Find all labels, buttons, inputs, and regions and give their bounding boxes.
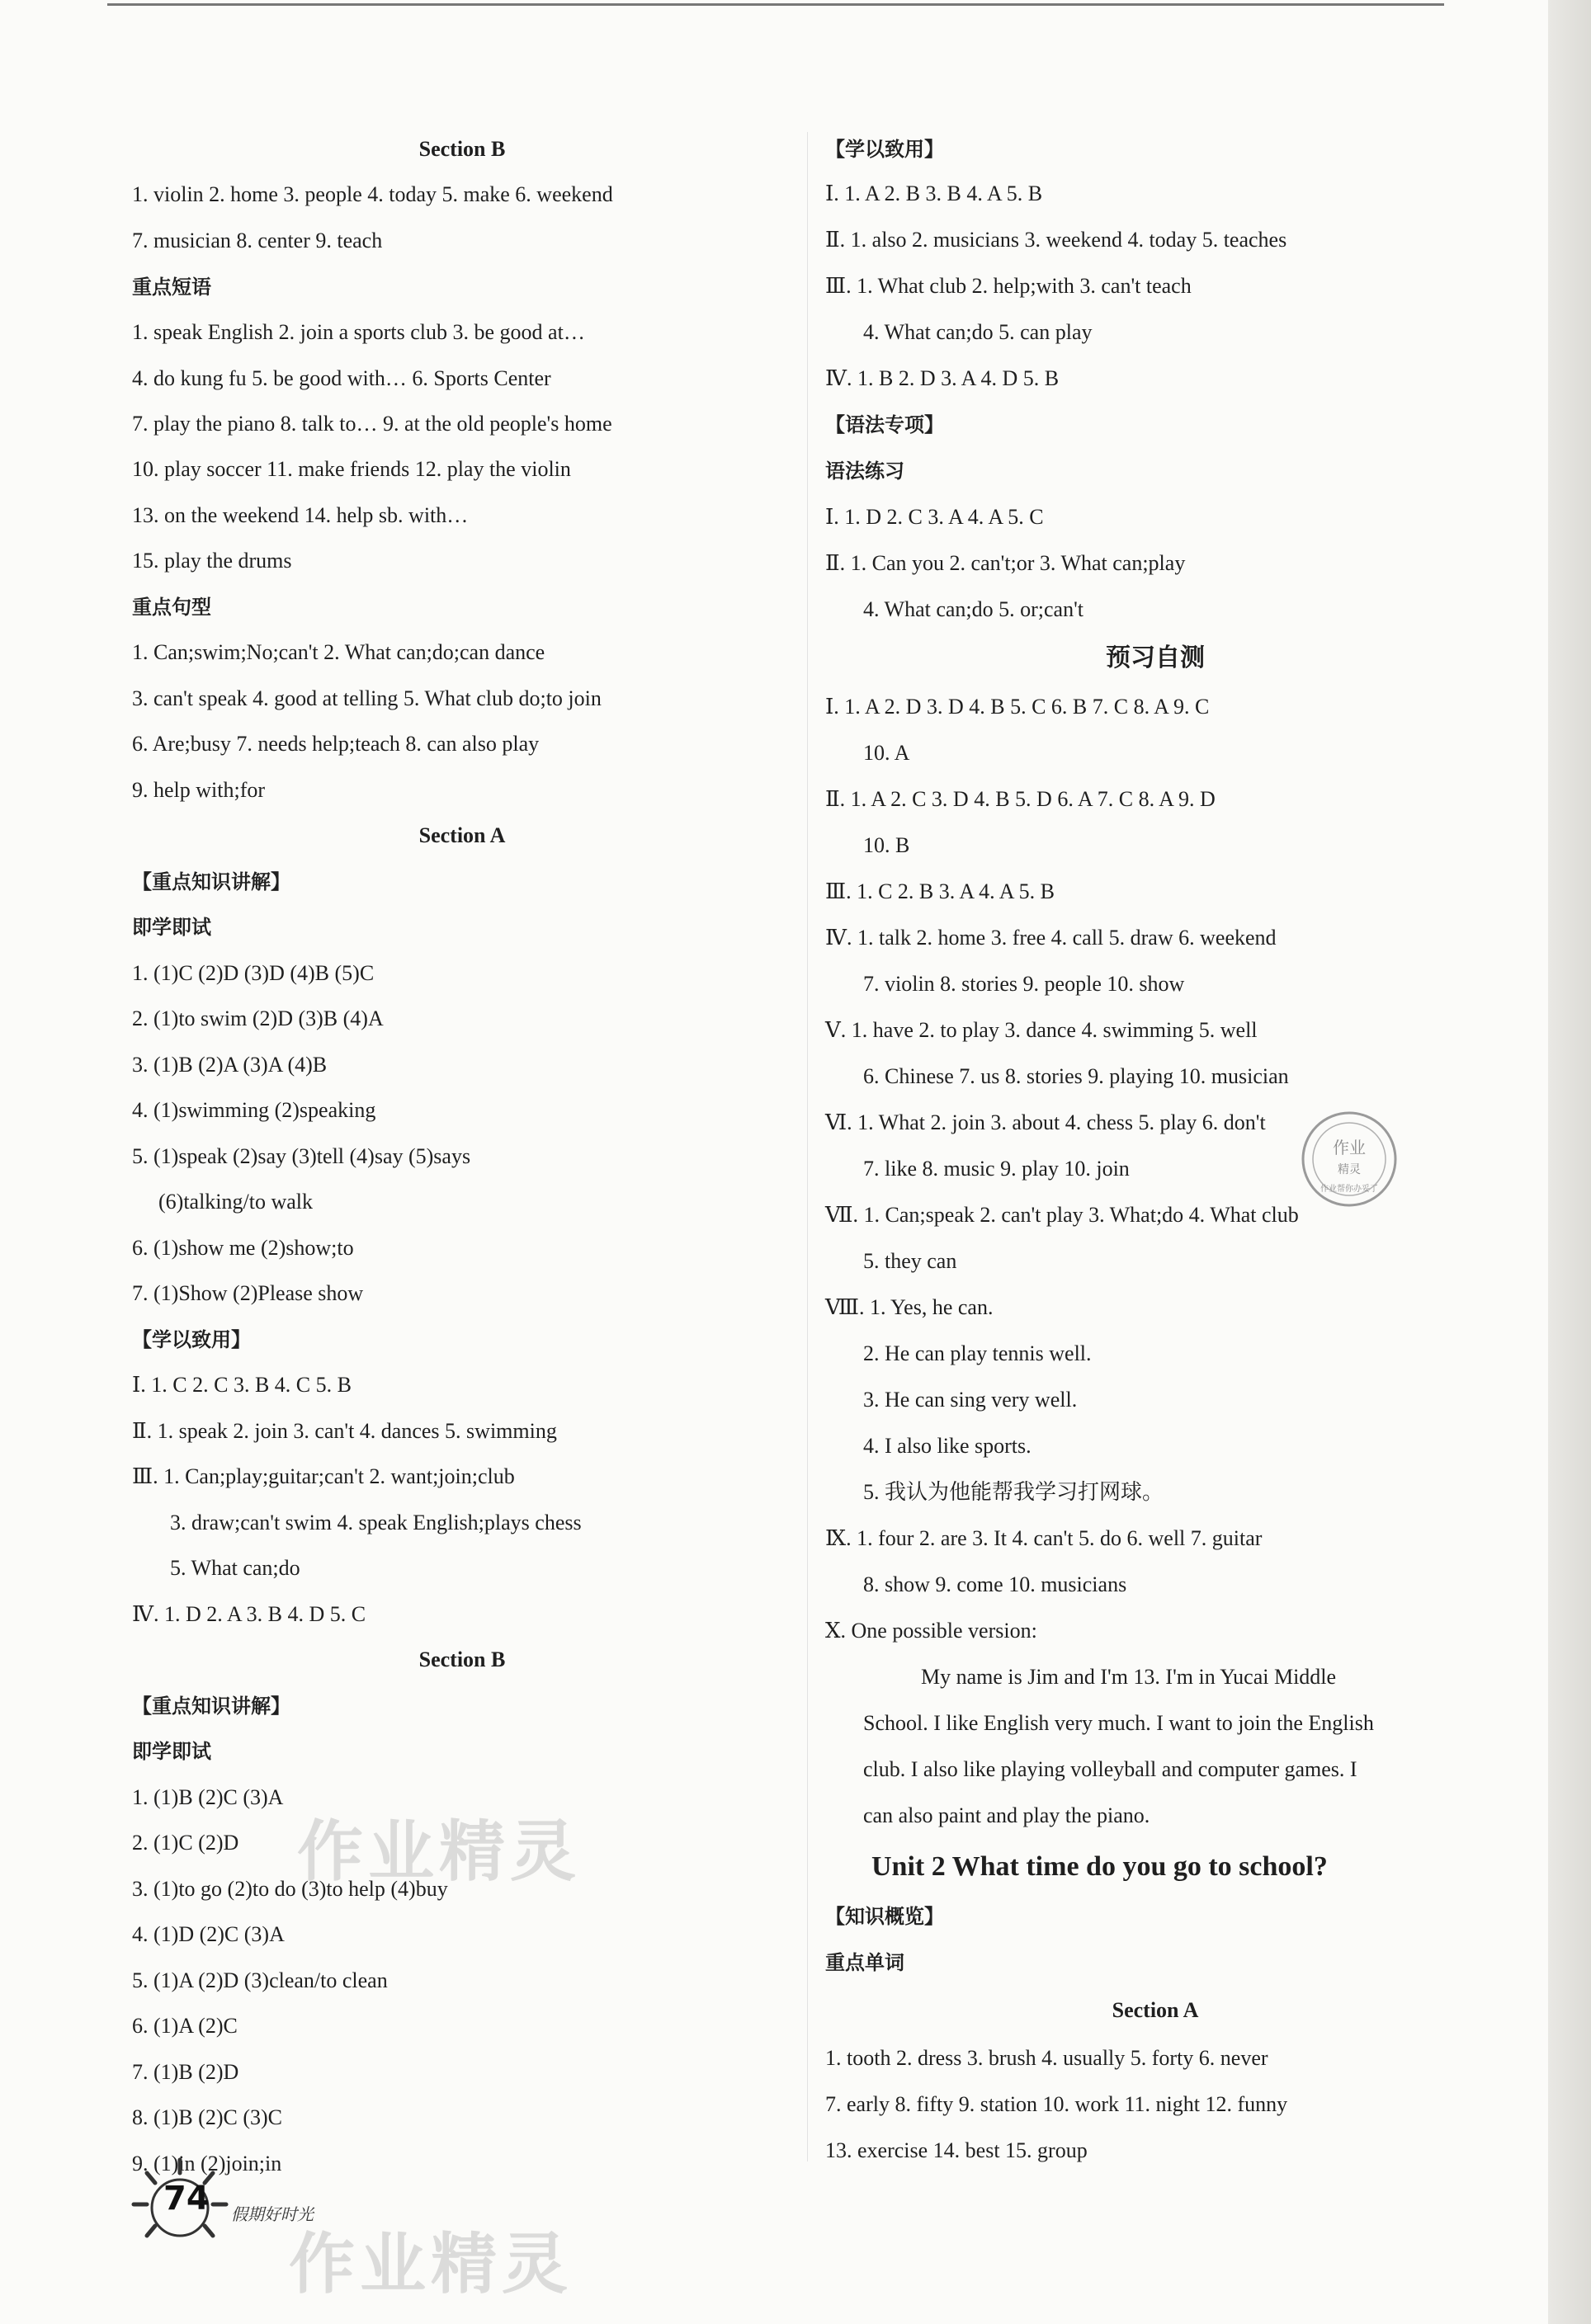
- grammar-heading: 【语法专项】: [825, 413, 944, 436]
- answer-line: Ⅹ. One possible version:: [825, 1619, 1037, 1643]
- answer-line: 1. Can;swim;No;can't 2. What can;do;can dance: [132, 640, 545, 664]
- answer-line: 10. play soccer 11. make friends 12. play the violin: [132, 457, 571, 481]
- answer-line: Ⅸ. 1. four 2. are 3. It 4. can't 5. do 6. well 7. guitar: [825, 1526, 1263, 1550]
- preview-test-heading: 预习自测: [1106, 643, 1205, 672]
- answer-line: 1. tooth 2. dress 3. brush 4. usually 5. forty 6. never: [825, 2046, 1268, 2070]
- answer-line: 10. B: [863, 833, 910, 857]
- column-divider: [807, 132, 808, 2161]
- answer-line: 6. Chinese 7. us 8. stories 9. playing 10. musician: [863, 1064, 1289, 1088]
- essay-line: club. I also like playing volleyball and computer games. I: [863, 1757, 1357, 1781]
- answer-line: 3. can't speak 4. good at telling 5. What club do;to join: [132, 686, 602, 710]
- practice-heading: 即学即试: [132, 916, 211, 939]
- knowledge-heading: 【重点知识讲解】: [132, 870, 290, 893]
- answer-line: 5. they can: [863, 1249, 957, 1273]
- answer-line: 5. (1)speak (2)say (3)tell (4)say (5)says: [132, 1144, 471, 1168]
- answer-line: 7. play the piano 8. talk to… 9. at the old people's home: [132, 412, 612, 436]
- answer-line: Ⅷ. 1. Yes, he can.: [825, 1295, 994, 1319]
- answer-line: Ⅰ. 1. C 2. C 3. B 4. C 5. B: [132, 1373, 352, 1397]
- answer-line: 4. (1)swimming (2)speaking: [132, 1098, 376, 1122]
- answer-line: 13. exercise 14. best 15. group: [825, 2138, 1088, 2162]
- answer-line: (6)talking/to walk: [158, 1190, 314, 1214]
- answer-line: Ⅳ. 1. B 2. D 3. A 4. D 5. B: [825, 366, 1060, 390]
- answer-line: Ⅳ. 1. D 2. A 3. B 4. D 5. C: [132, 1602, 366, 1626]
- answer-line: 3. He can sing very well.: [863, 1388, 1078, 1412]
- answer-line: 5. What can;do: [170, 1556, 300, 1580]
- watermark: 作业精灵: [297, 1813, 581, 1890]
- essay-line: My name is Jim and I'm 13. I'm in Yucai Middle: [921, 1665, 1337, 1689]
- overview-heading: 【知识概览】: [825, 1905, 944, 1928]
- answer-line: Ⅵ. 1. What 2. join 3. about 4. chess 5. play 6. don't: [825, 1110, 1266, 1134]
- answer-line: 9. (1)in (2)join;in: [132, 2152, 282, 2176]
- answer-line: 4. I also like sports.: [863, 1434, 1032, 1458]
- answer-line: 9. help with;for: [132, 778, 266, 802]
- answer-line: Ⅲ. 1. C 2. B 3. A 4. A 5. B: [825, 879, 1055, 903]
- answer-line: Ⅱ. 1. A 2. C 3. D 4. B 5. D 6. A 7. C 8. A 9. D: [825, 787, 1216, 811]
- answer-line: 8. show 9. come 10. musicians: [863, 1572, 1127, 1596]
- answer-line: 1. (1)C (2)D (3)D (4)B (5)C: [132, 961, 375, 985]
- key-sentences-heading: 重点句型: [132, 596, 211, 619]
- practice-heading: 即学即试: [132, 1740, 211, 1763]
- answer-line: 15. play the drums: [132, 549, 292, 573]
- watermark: 作业精灵: [289, 2226, 573, 2303]
- grammar-practice-heading: 语法练习: [825, 460, 904, 483]
- answer-line: Ⅲ. 1. What club 2. help;with 3. can't teach: [825, 274, 1192, 298]
- answer-line: 2. (1)to swim (2)D (3)B (4)A: [132, 1006, 384, 1030]
- answer-line: 1. speak English 2. join a sports club 3. be good at…: [132, 320, 585, 344]
- answer-line: 7. musician 8. center 9. teach: [132, 229, 383, 252]
- answer-line: 5. 我认为他能帮我学习打网球。: [863, 1480, 1164, 1504]
- apply-heading: 【学以致用】: [132, 1328, 251, 1351]
- answer-line: Ⅴ. 1. have 2. to play 3. dance 4. swimming 5. well: [825, 1018, 1258, 1042]
- answer-line: 6. Are;busy 7. needs help;teach 8. can also play: [132, 732, 540, 756]
- answer-line: Ⅱ. 1. speak 2. join 3. can't 4. dances 5. swimming: [132, 1419, 557, 1443]
- answer-line: 13. on the weekend 14. help sb. with…: [132, 503, 469, 527]
- answer-line: 5. (1)A (2)D (3)clean/to clean: [132, 1968, 388, 1992]
- answer-line: 7. (1)Show (2)Please show: [132, 1281, 364, 1305]
- answer-line: 10. A: [863, 741, 910, 765]
- answer-line: Ⅰ. 1. A 2. B 3. B 4. A 5. B: [825, 181, 1043, 205]
- page-edge: [1548, 0, 1591, 2324]
- answer-line: 4. What can;do 5. can play: [863, 320, 1093, 344]
- footer-brand: 假期好时光: [231, 2204, 314, 2224]
- answer-line: 1. (1)B (2)C (3)A: [132, 1785, 284, 1809]
- answer-line: Ⅰ. 1. A 2. D 3. D 4. B 5. C 6. B 7. C 8. A 9. C: [825, 695, 1210, 719]
- stamp-text-1: 作业: [1333, 1138, 1366, 1157]
- section-b-heading: Section B: [418, 1648, 506, 1671]
- answer-line: 1. violin 2. home 3. people 4. today 5. make 6. weekend: [132, 182, 613, 206]
- answer-line: 7. early 8. fifty 9. station 10. work 11. night 12. funny: [825, 2092, 1288, 2116]
- unit-title: Unit 2 What time do you go to school?: [871, 1851, 1328, 1882]
- answer-line: 4. (1)D (2)C (3)A: [132, 1922, 285, 1946]
- section-a-heading: Section A: [418, 823, 506, 847]
- key-phrases-heading: 重点短语: [132, 276, 211, 299]
- section-a-heading: Section A: [1112, 1998, 1199, 2022]
- answer-line: Ⅳ. 1. talk 2. home 3. free 4. call 5. draw 6. weekend: [825, 926, 1277, 950]
- watermark-stamp: [1296, 1105, 1403, 1213]
- answer-line: Ⅶ. 1. Can;speak 2. can't play 3. What;do 4. What club: [825, 1203, 1299, 1227]
- apply-heading: 【学以致用】: [825, 138, 944, 161]
- essay-line: can also paint and play the piano.: [863, 1803, 1150, 1827]
- answer-line: 2. He can play tennis well.: [863, 1341, 1092, 1365]
- answer-line: Ⅲ. 1. Can;play;guitar;can't 2. want;join;club: [132, 1464, 515, 1488]
- answer-line: 8. (1)B (2)C (3)C: [132, 2105, 282, 2129]
- answer-line: 3. (1)B (2)A (3)A (4)B: [132, 1053, 328, 1077]
- answer-line: 6. (1)show me (2)show;to: [132, 1236, 354, 1260]
- stamp-text-3: 作业帮你办妥了: [1320, 1185, 1378, 1194]
- page-number: 74: [163, 2180, 210, 2218]
- top-border-line: [107, 3, 1444, 6]
- answer-line: Ⅱ. 1. Can you 2. can't;or 3. What can;play: [825, 551, 1186, 575]
- answer-line: 4. What can;do 5. or;can't: [863, 597, 1084, 621]
- answer-line: 4. do kung fu 5. be good with… 6. Sports Center: [132, 366, 551, 390]
- answer-line: 3. (1)to go (2)to do (3)to help (4)buy: [132, 1877, 448, 1901]
- essay-line: School. I like English very much. I want to join the English: [863, 1711, 1374, 1735]
- knowledge-heading: 【重点知识讲解】: [132, 1695, 290, 1718]
- key-words-heading: 重点单词: [825, 1951, 904, 1974]
- answer-line: 3. draw;can't swim 4. speak English;plays chess: [170, 1511, 582, 1534]
- stamp-text-2: 精灵: [1338, 1163, 1361, 1176]
- answer-line: 7. violin 8. stories 9. people 10. show: [863, 972, 1185, 996]
- answer-line: Ⅰ. 1. D 2. C 3. A 4. A 5. C: [825, 505, 1044, 529]
- section-b-heading: Section B: [418, 137, 506, 161]
- answer-line: 7. (1)B (2)D: [132, 2060, 239, 2084]
- answer-line: 7. like 8. music 9. play 10. join: [863, 1157, 1130, 1181]
- answer-line: 6. (1)A (2)C: [132, 2014, 238, 2038]
- answer-line: Ⅱ. 1. also 2. musicians 3. weekend 4. today 5. teaches: [825, 228, 1287, 252]
- answer-line: 2. (1)C (2)D: [132, 1831, 239, 1855]
